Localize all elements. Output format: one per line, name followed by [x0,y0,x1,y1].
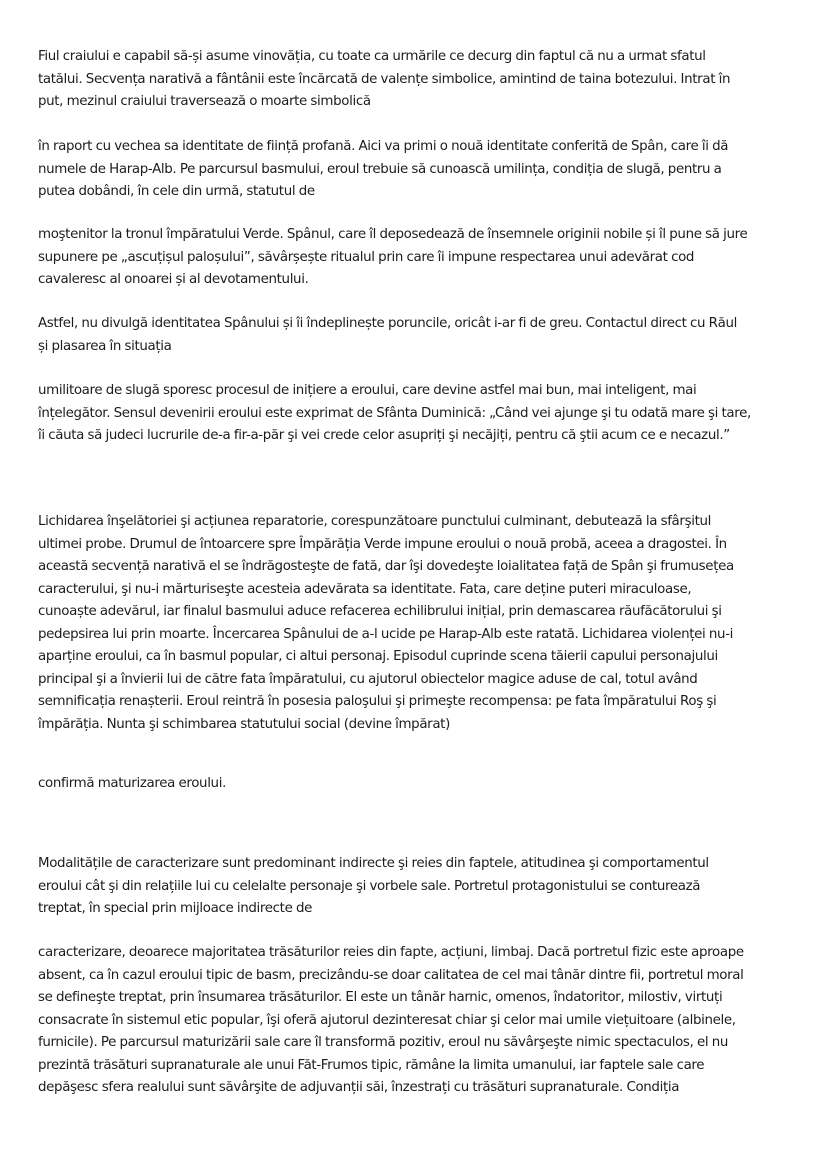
paragraph [38,380,751,448]
text-line: și plasarea în situația [38,338,172,354]
text-line: absent, ca în cazul eroului tipic de basm, precizându-se doar calitatea de cel mai tânăr dintre fii, portretul moral [38,967,744,983]
text-line: prezintă trăsături supranaturale ale unui Făt-Frumos tipic, rămâne la limita umanului, iar faptele sale care [38,1057,705,1073]
text-line: numele de Harap-Alb. Pe parcursul basmului, eroul trebuie să cunoască umilința, condiția de slugă, pentru a [38,161,722,177]
text-line: semnificația renașterii. Eroul reintră în posesia paloşului şi primeşte recompensa: pe fata împăratului Roş şi [38,694,717,709]
text-line: caracterului, şi nu-i mărturiseşte acesteia adevărata sa identitate. Fata, care deține puteri miraculoase, [38,581,692,597]
text-line: depăşesc sfera realului sunt săvârşite de adjuvanții săi, înzestrați cu trăsături supranaturale. Condiția [38,1080,680,1095]
text-line: în raport cu vechea sa identitate de ființă profană. Aici va primi o nouă identitate conferită de Spân, care îi dă [38,139,729,154]
text-line: put, mezinul craiului traversează o moarte simbolică [38,94,371,109]
text-line: înțelegător. Sensul devenirii eroului este exprimat de Sfânta Duminică: „Când vei ajunge şi tu odată mare şi tare, [38,405,751,421]
text-line: putea dobândi, în cele din urmă, statutul de [38,184,315,199]
paragraph [38,773,226,796]
text-line: treptat, în special prin mijloace indirecte de [38,901,313,916]
text-line: umilitoare de slugă sporesc procesul de inițiere a eroului, care devine astfel mai bun, mai inteligent, mai [38,383,697,398]
paragraph [38,224,747,292]
text-line: împărăția. Nunta şi schimbarea statutului social (devine împărat) [38,716,450,732]
paragraph [38,313,737,358]
text-line: moştenitor la tronul împăratului Verde. Spânul, care îl deposedează de însemnele originii nobile și îl pune să jure [38,227,748,242]
text-line: principal şi a învierii lui de către fata împăratului, cu ajutorul obiectelor magice aduse de cal, totul având [38,671,698,687]
paragraph [38,511,734,736]
text-line: supunere pe „ascuțișul paloșului”, săvârșește ritualul prin care îi impune respectarea unui adevărat cod [38,249,695,265]
paragraph [38,46,730,114]
paragraph [38,136,728,204]
text-line: pedepsirea lui prin moarte. Încercarea Spânului de a-l ucide pe Harap-Alb este ratată. Lichidarea violenței nu-i [38,626,734,642]
text-line: cunoaște adevărul, iar finalul basmului aduce refacerea echilibrului inițial, prin demascarea răufăcătorului şi [38,604,722,619]
text-line: Modalitățile de caracterizare sunt predominant indirecte şi reies din faptele, atitudinea şi comportamentul [38,856,709,871]
text-line: această secvență narativă el se îndrăgosteşte de fată, dar îşi dovedeşte loialitatea față de Spân şi frumusețea [38,559,734,574]
text-line: eroului cât şi din relațiile lui cu celelalte personaje şi vorbele sale. Portretul protagonistului se conturează [38,878,701,894]
text-line: consacrate în sistemul etic popular, îşi oferă ajutorul dezinteresat chiar şi celor mai umile viețuitoare (albinele, [38,1012,736,1028]
text-line: tatălui. Secvența narativă a fântânii este încărcată de valențe simbolice, amintind de taina botezului. Intrat în [38,71,731,87]
text-line: confirmă maturizarea eroului. [38,776,226,791]
text-line: furnicile). Pe parcursul maturizării sale care îl transformă pozitiv, eroul nu săvârşeşte nimic spectaculos, el nu [38,1035,728,1050]
paragraph [38,853,709,921]
text-line: Lichidarea înşelătoriei şi acțiunea reparatorie, corespunzătoare punctului culminant, debutează la sfârşitul [38,514,711,529]
text-line: caracterizare, deoarece majoritatea trăsăturilor reies din fapte, acțiuni, limbaj. Dacă portretul fizic este aproape [38,945,744,960]
text-line: ultimei probe. Drumul de întoarcere spre Împărăția Verde impune eroului o nouă probă, aceea a dragostei. În [38,536,727,552]
text-line: aparține eroului, ca în basmul popular, ci altui personaj. Episodul cuprinde scena tăierii capului personajului [38,649,718,664]
paragraph [38,942,744,1100]
text-line: cavaleresc al onoarei și al devotamentului. [38,272,309,287]
text-line: Fiul craiului e capabil să-și asume vinovăția, cu toate ca urmările ce decurg din faptul că nu a urmat sfatul [38,49,706,64]
text-line: se defineşte treptat, prin însumarea trăsăturilor. El este un tânăr harnic, omenos, îndatoritor, milostiv, virtuți [38,990,723,1005]
text-line: Astfel, nu divulgă identitatea Spânului și îi îndeplinește poruncile, oricât i-ar fi de greu. Contactul direct cu Răul [38,316,737,331]
text-line: îi căuta să judeci lucrurile de-a fir-a-păr şi vei crede celor asupriți şi necăjiți, pentru că ştii acum ce e necazul.” [38,428,730,443]
